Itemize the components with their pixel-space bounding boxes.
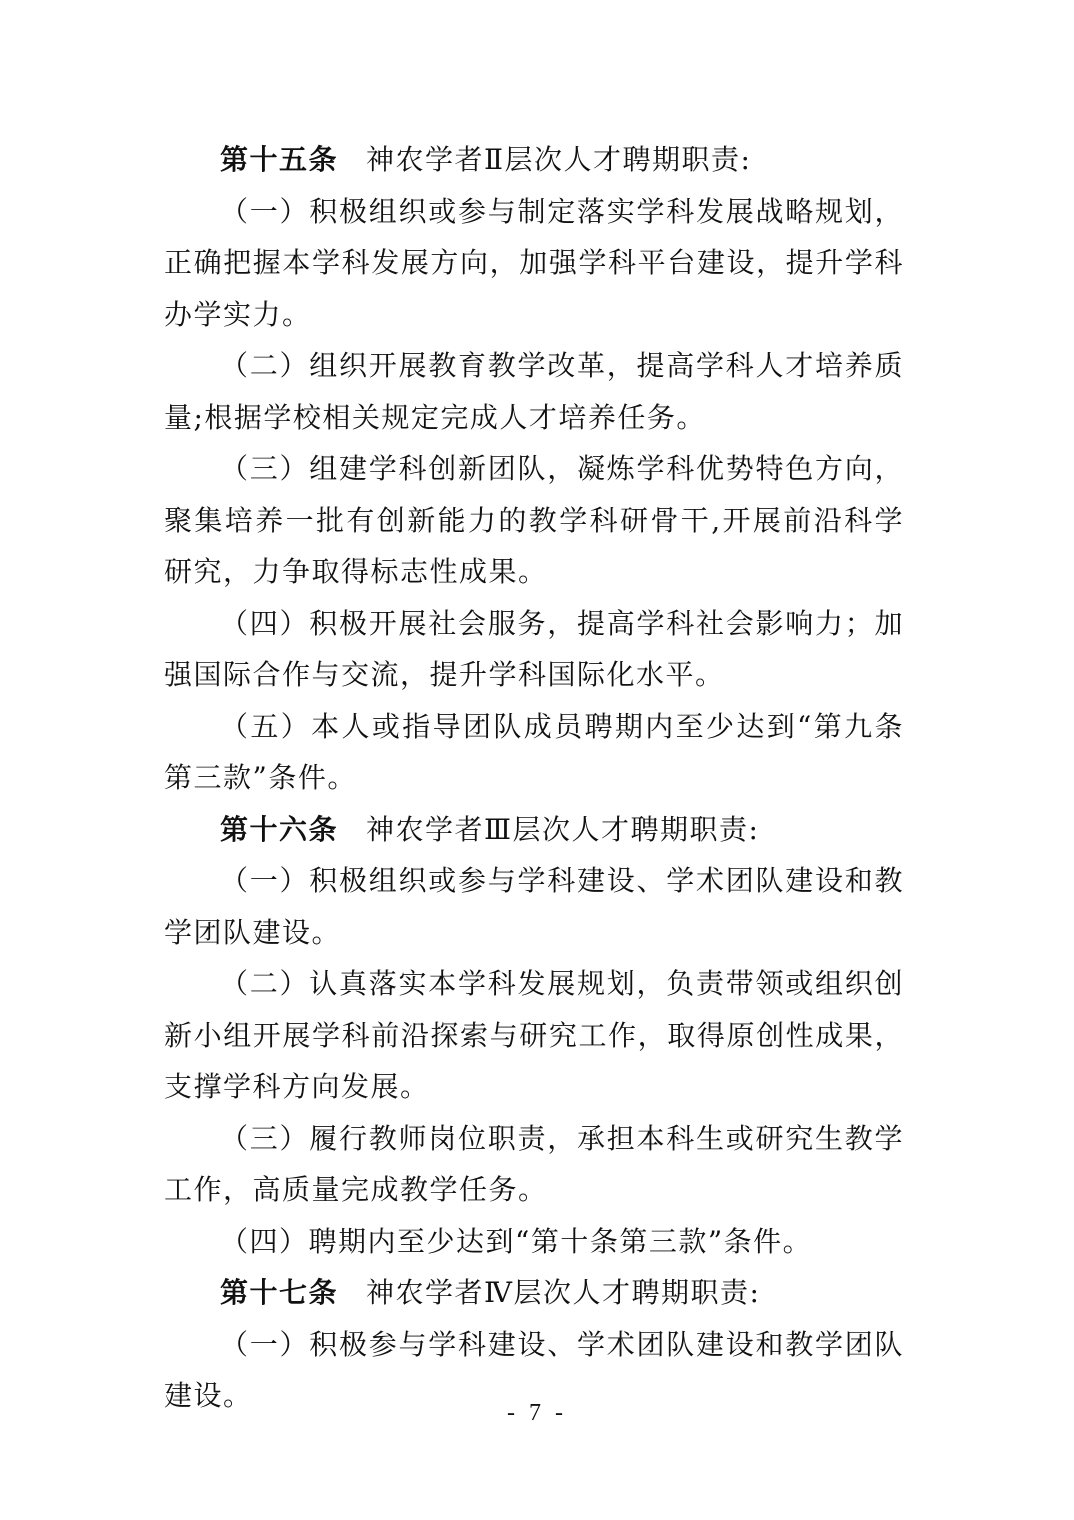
article-item: （五）本人或指导团队成员聘期内至少达到“第九条第三款”条件。 (164, 709, 904, 794)
document-body (164, 134, 904, 1422)
article-heading (164, 1267, 904, 1319)
article-item: （三）履行教师岗位职责，承担本科生或研究生教学工作，高质量完成教学任务。 (164, 1121, 904, 1206)
article-number: 第十七条 (220, 1276, 339, 1309)
article-item: （四）聘期内至少达到“第十条第三款”条件。 (220, 1224, 813, 1258)
article-number: 第十五条 (220, 143, 339, 176)
article-item: （二）组织开展教育教学改革，提高学科人才培养质量;根据学校相关规定完成人才培养任务。 (164, 349, 904, 434)
article-item: （二）认真落实本学科发展规划，负责带领或组织创新小组开展学科前沿探索与研究工作，取得原创性成果，支撑学科方向发展。 (164, 967, 904, 1103)
article-heading (164, 134, 904, 186)
article-item: （四）积极开展社会服务，提高学科社会影响力；加强国际合作与交流，提升学科国际化水平。 (164, 606, 904, 691)
article-item: （一）积极参与学科建设、学术团队建设和教学团队建设。 (164, 1327, 904, 1412)
article-number: 第十六条 (220, 812, 339, 846)
article-heading (164, 804, 904, 856)
article-item: （一）积极组织或参与制定落实学科发展战略规划，正确把握本学科发展方向，加强学科平台建设，提升学科办学实力。 (164, 194, 904, 331)
article-item: （三）组建学科创新团队，凝炼学科优势特色方向，聚集培养一批有创新能力的教学科研骨干,开展前沿科学研究，力争取得标志性成果。 (164, 452, 904, 588)
article-item: （一）积极组织或参与学科建设、学术团队建设和教学团队建设。 (164, 864, 904, 949)
page-number: - 7 - (507, 1400, 567, 1426)
article-title: 神农学者Ⅱ层次人才聘期职责: (366, 143, 752, 176)
article-title: 神农学者Ⅲ层次人才聘期职责: (366, 812, 760, 846)
article-title: 神农学者Ⅳ层次人才聘期职责: (366, 1276, 761, 1309)
